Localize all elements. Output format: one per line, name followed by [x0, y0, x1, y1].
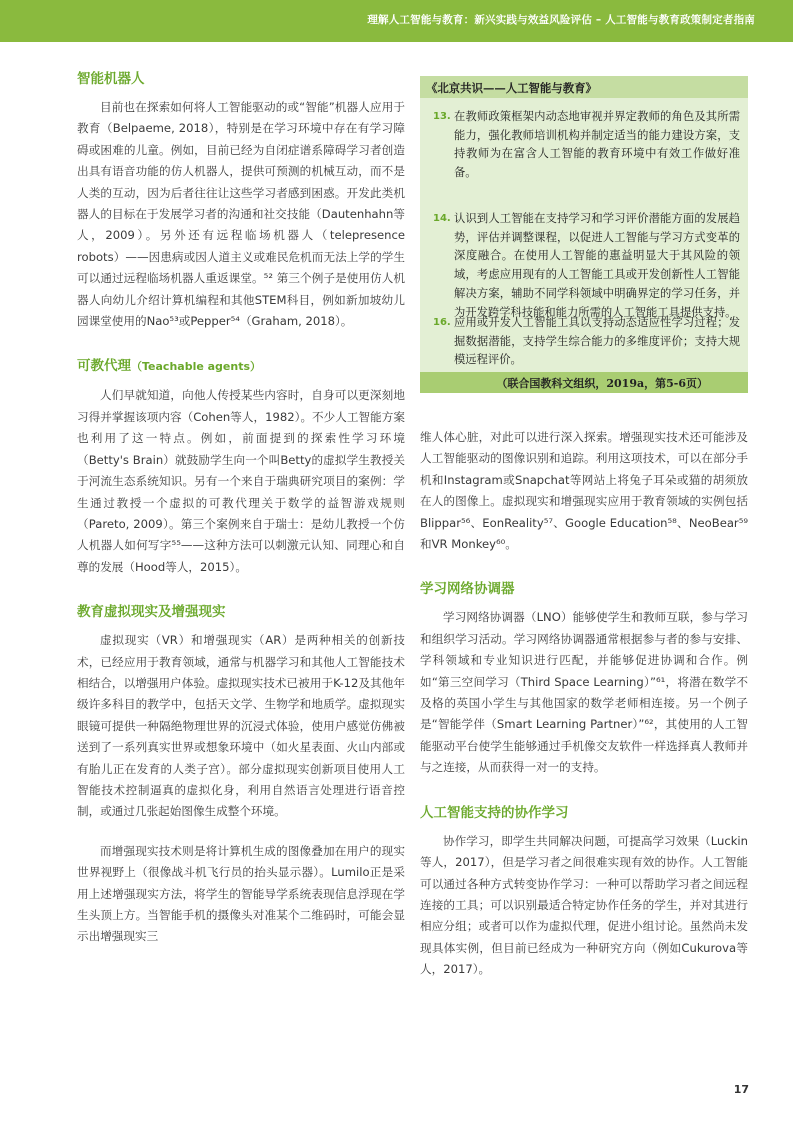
item-number: 14. — [433, 213, 451, 224]
page-number: 17 — [733, 1083, 749, 1096]
item-text: 认识到人工智能在支持学习和学习评价潜能方面的发展趋势，评估并调整课程，以促进人工智能与学习方式变革的深度融合。在使用人工智能的惠益明显大于其风险的领域，考虑应用现有的人工智能工具或开发创新性人工智能解决方案，辅助不同学科领域中明确界定的学习任务，并为开发跨学科技能和能力所需的人工智能工具提供支持。 — [454, 212, 740, 319]
section-title: 智能机器人 — [77, 71, 145, 87]
paragraph: 人们早就知道，向他人传授某些内容时，自身可以更深刻地习得并掌握该项内容（Cohen等人，1982）。不少人工智能方案也利用了这一特点。例如，前面提到的探索性学习环境（Betty's Brain）就鼓励学生向一个叫Betty的虚拟学生教授关于河流生态系统知识。另有一个来自于瑞典研究项目的案例：学生通过教授一个虚拟的可教代理关于数学的益智游戏规则（Pareto, 2009）。第三个案例来自于瑞士：是幼儿教授一个仿人机器人如何写字⁵⁵——这种方法可以刺激元认知、同理心和自尊的发展（Hood等人，2015）。 — [77, 388, 405, 574]
paragraph: 学习网络协调器（LNO）能够使学生和教师互联，参与学习和组织学习活动。学习网络协调器通常根据参与者的参与安排、学科领域和专业知识进行匹配，并能够促进协调和合作。例如“第三空间学习（Third Space Learning）”⁶¹，将潜在数学不及格的英国小学生与其他国家的数学老师相连接。另一个例子是“智能学伴（Smart Learning Partner）”⁶²，其使用的人工智能驱动平台使学生能够通过手机像交友软件一样选择真人教师并与之连接，从而获得一对一的支持。 — [420, 610, 748, 775]
item-number: 13. — [433, 111, 451, 122]
section-vr-ar — [77, 601, 405, 948]
item-text: 应用或开发人工智能工具以支持动态适应性学习过程；发掘数据潜能，支持学生综合能力的多维度评价；支持大规模远程评价。 — [454, 316, 740, 367]
section-title — [77, 355, 405, 378]
left-column — [77, 68, 405, 971]
box-title: 《北京共识——人工智能与教育》 — [420, 76, 748, 98]
paragraph: 虚拟现实（VR）和增强现实（AR）是两种相关的创新技术，已经应用于教育领域，通常与机器学习和其他人工智能技术相结合，以增强用户体验。虚拟现实技术已被用于K-12及其他年级许多科目的教学中，包括天文学、生物学和地质学。虚拟现实眼镜可提供一种隔绝物理世界的沉浸式体验，使用户感觉仿佛被送到了一系列真实世界或想象环境中（如火星表面、火山内部或有胎儿正在发育的人类子宫）。部分虚拟现实创新项目使用人工智能技术控制逼真的虚拟化身，利用自然语言处理进行语音控制，或通过几张起始图像生成整个环境。 — [77, 633, 405, 819]
paragraph: 而增强现实技术则是将计算机生成的图像叠加在用户的现实世界视野上（很像战斗机飞行员的抬头显示器）。Lumilo正是采用上述增强现实方法，将学生的智能导学系统表现信息浮现在学生头顶上方。当智能手机的摄像头对准某个二维码时，可能会显示出增强现实三 — [77, 843, 405, 944]
header-band — [0, 0, 793, 42]
paragraph: 协作学习，即学生共同解决问题，可提高学习效果（Luckin等人，2017），但是学习者之间很难实现有效的协作。人工智能可以通过各种方式转变协作学习：一种可以帮助学习者之间远程连接的工具；可以识别最适合特定协作任务的学生，并对其进行相应分组；或者可以作为虚拟代理，促进小组讨论。虽然尚未发现具体实例，但目前已经成为一种研究方向（例如Cukurova等人，2017）。 — [420, 833, 748, 977]
box-source: （联合国教科文组织，2019a，第5-6页） — [420, 372, 748, 393]
section-title-sub: （Teachable agents） — [131, 360, 262, 374]
section-title-main: 可教代理 — [77, 358, 131, 375]
section-learning-network-orchestrator — [420, 578, 748, 778]
right-column — [420, 427, 748, 1004]
paragraph: 维人体心脏，对此可以进行深入探索。增强现实技术还可能涉及人工智能驱动的图像识别和追踪。利用这项技术，可以在部分手机和Instagram或Snapchat等网站上将兔子耳朵或猫的胡须放在人的图像上。虚拟现实和增强现实应用于教育领域的实例包括Blippar⁵⁶、EonReality⁵⁷、Google Education⁵⁸、NeoBear⁵⁹和VR Monkey⁶⁰。 — [420, 430, 748, 552]
section-ai-collaborative-learning — [420, 802, 748, 981]
item-number: 16. — [433, 317, 451, 328]
section-smart-robots — [77, 68, 405, 332]
section-vr-ar-continued — [420, 427, 748, 555]
beijing-consensus-box — [420, 76, 748, 393]
item-text: 在教师政策框架内动态地审视并界定教师的角色及其所需能力，强化教师培训机构并制定适当的能力建设方案，支持教师为在富含人工智能的教育环境中有效工作做好准备。 — [454, 110, 740, 180]
section-title: 教育虚拟现实及增强现实 — [77, 604, 226, 621]
section-title: 人工智能支持的协作学习 — [420, 804, 569, 821]
section-title: 学习网络协调器 — [420, 581, 515, 598]
paragraph: 目前也在探索如何将人工智能驱动的或“智能”机器人应用于教育（Belpaeme, 2018），特别是在学习环境中存在有学习障碍或困难的儿童。例如，目前已经为自闭症谱系障碍学习者创造出具有语音功能的仿人机器人，提供可预测的机械互动，而不是人类的互动，因为后者往往让这些学习者感到困惑。开发此类机器人的目标在于发展学习者的沟通和社交技能（Dautenhahn等人，2009）。另外还有远程临场机器人（telepresence robots）——因患病或因人道主义或难民危机而无法上学的学生可以通过远程临场机器人重返课堂。⁵² 第三个例子是使用仿人机器人向幼儿介绍计算机编程和其他STEM科目，例如新加坡幼儿园课堂使用的Nao⁵³或Pepper⁵⁴（Graham, 2018）。 — [77, 100, 405, 329]
section-teachable-agents — [77, 355, 405, 578]
running-header-title: 理解人工智能与教育：新兴实践与效益风险评估 – 人工智能与教育政策制定者指南 — [367, 14, 755, 26]
